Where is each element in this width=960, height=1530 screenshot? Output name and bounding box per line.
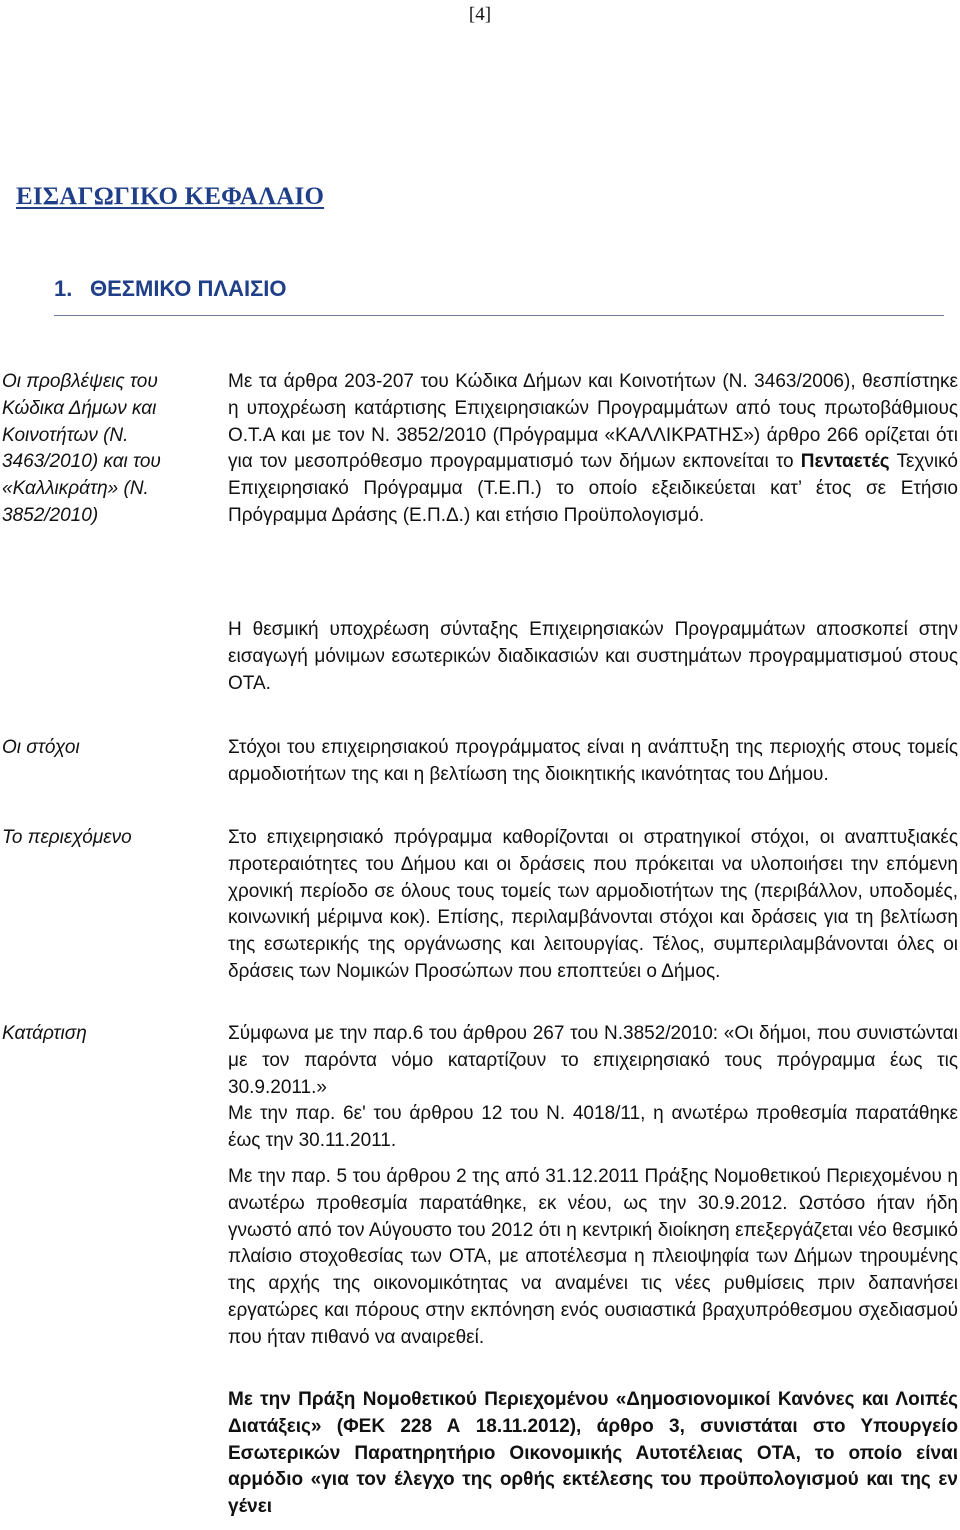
paragraph-observatory: Με την Πράξη Νομοθετικού Περιεχομένου «Δημοσιονομικοί Κανόνες και Λοιπές Διατάξεις» (ΦΕΚ 228 Α 18.11.2012), άρθρο 3, συνιστάται στο Υπουργείο Εσωτερικών Παρατηρητήριο Οικονομικής Αυτοτέλειας ΟΤΑ, το οποίο είναι αρμόδιο «για τον έλεγχο της ορθής εκτέλεσης του προϋπολογισμού και της εν γένει (228, 1389, 958, 1518)
side-note-goals: Οι στόχοι (2, 737, 80, 758)
side-note-content: Το περιεχόμενο (2, 827, 132, 848)
paragraph-line: Με την παρ. 6ε' του άρθρου 12 του Ν. 4018/11, η ανωτέρω προθεσμία παρατάθηκε έως την 30.11.2011. (228, 1103, 958, 1152)
side-note-preparation: Κατάρτιση (2, 1023, 87, 1044)
section-title: ΘΕΣΜΙΚΟ ΠΛΑΙΣΙΟ (90, 276, 287, 301)
paragraph-text: Με τα άρθρα 203-207 του Κώδικα Δήμων και Κοινοτήτων (Ν. 3463/2006), θεσπίστηκε η υποχρέωση κατάρτισης Επιχειρησιακών Προγραμμάτων από τους πρωτοβάθμιους Ο.Τ.Α και με τον Ν. 3852/2010 (Πρόγραμμα «ΚΑΛΛΙΚΡΑΤΗΣ») άρθρο 266 ορίζεται ότι για τον μεσοπρόθεσμο προγραμματισμό των δήμων εκπονείται το (228, 371, 958, 473)
bold-term: Πενταετές (800, 451, 890, 473)
side-note-provisions: Οι προβλέψεις του Κώδικα Δήμων και Κοινοτήτων (Ν. 3463/2010) και του «Καλλικράτη» (Ν. 3852/2010) (2, 371, 161, 526)
paragraph-obligation: Η θεσμική υποχρέωση σύνταξης Επιχειρησιακών Προγραμμάτων αποσκοπεί στην εισαγωγή μόνιμων εσωτερικών διαδικασιών και συστημάτων προγραμματισμού στους ΟΤΑ. (228, 619, 958, 694)
paragraph-extension: Με την παρ. 5 του άρθρου 2 της από 31.12.2011 Πράξης Νομοθετικού Περιεχομένου η ανωτέρω προθεσμία παρατάθηκε, εκ νέου, ως την 30.9.2012. Ωστόσο ήταν ήδη γνωστό από τον Αύγουστο του 2012 ότι η κεντρική διοίκηση επεξεργάζεται νέο θεσμικό πλαίσιο στοχοθεσίας των ΟΤΑ, με αποτέλεσμα η πλειοψηφία των Δήμων τηρουμένης της αρχής της οικονομικότητας να αναμένει τις νέες ρυθμίσεις πριν δαπανήσει εργατώρες και πόρους στην εκπόνηση ενός ουσιαστικά βραχυπρόθεσμου σχεδιασμού που ήταν πιθανό να αναιρεθεί. (228, 1166, 958, 1348)
section-heading (54, 276, 944, 316)
paragraph-legal-framework (228, 369, 958, 530)
paragraph-line: Σύμφωνα με την παρ.6 του άρθρου 267 του Ν.3852/2010: «Οι δήμοι, που συνιστώνται με τον παρόντα νόμο καταρτίζουν το επιχειρησιακό τους πρόγραμμα έως τις 30.9.2011.» (228, 1023, 958, 1098)
paragraph-text: Τεχνικό Επιχειρησιακό Πρόγραμμα (Τ.Ε.Π.) το οποίο εξειδικεύεται κατ’ έτος σε Ετήσιο Πρόγραμμα Δράσης (Ε.Π.Δ.) και ετήσιο Προϋπολογισμό. (228, 451, 958, 526)
paragraph-goals: Στόχοι του επιχειρησιακού προγράμματος είναι η ανάπτυξη της περιοχής στους τομείς αρμοδιοτήτων της και η βελτίωση της διοικητικής ικανότητας του Δήμου. (228, 737, 958, 785)
paragraph-deadline (228, 1021, 958, 1155)
chapter-title: ΕΙΣΑΓΩΓΙΚΟ ΚΕΦΑΛΑΙΟ (16, 183, 325, 210)
page-number: [4] (468, 4, 492, 25)
paragraph-content: Στο επιχειρησιακό πρόγραμμα καθορίζονται οι στρατηγικοί στόχοι, οι αναπτυξιακές προτεραιότητες του Δήμου και οι δράσεις που πρόκειται να υλοποιήσει την επόμενη χρονική περίοδο σε όλους τους τομείς των αρμοδιοτήτων της (περιβάλλον, υποδομές, κοινωνική μέριμνα κοκ). Επίσης, περιλαμβάνονται στόχοι και δράσεις για τη βελτίωση της εσωτερικής της οργάνωσης και λειτουργίας. Τέλος, συμπεριλαμβάνονται όλες οι δράσεις των Νομικών Προσώπων που εποπτεύει ο Δήμος. (228, 827, 958, 982)
section-number: 1. (54, 276, 73, 301)
